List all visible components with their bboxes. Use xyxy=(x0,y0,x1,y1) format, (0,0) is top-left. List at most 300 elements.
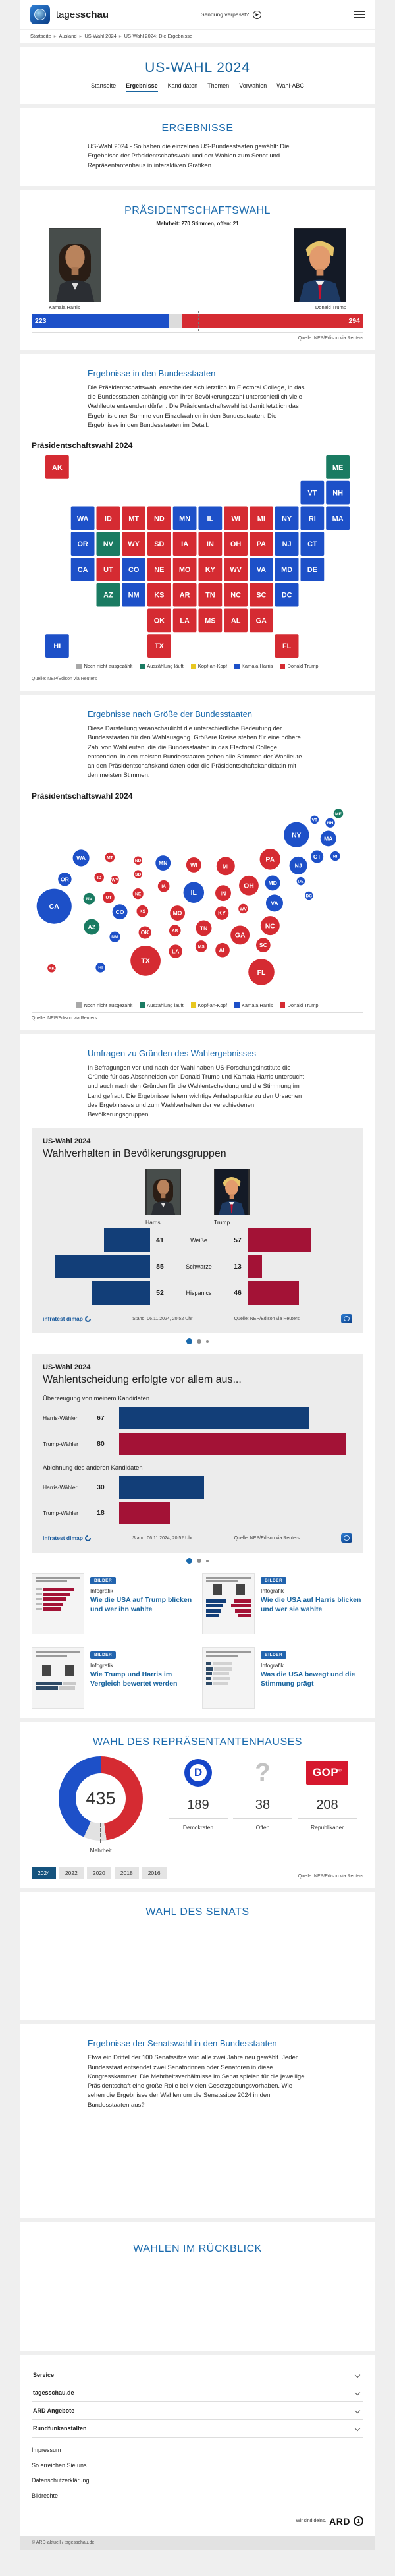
svg-text:MN: MN xyxy=(159,859,168,867)
svg-text:NJ: NJ xyxy=(294,861,302,869)
svg-text:CA: CA xyxy=(49,903,59,911)
senate-states-heading: Ergebnisse der Senatswahl in den Bundesstaaten xyxy=(88,2038,277,2049)
carousel-dot[interactable] xyxy=(206,1560,209,1563)
chevron-down-icon xyxy=(355,2426,360,2431)
state-bubble-MS[interactable] xyxy=(196,940,207,952)
harris-label: Harris xyxy=(145,1219,161,1226)
demographics-row xyxy=(43,1281,352,1305)
legend-item xyxy=(76,663,132,669)
state-bubble-MD[interactable] xyxy=(265,875,280,890)
svg-text:WY: WY xyxy=(128,540,140,549)
state-map-card xyxy=(20,354,375,691)
state-bubble-NJ[interactable] xyxy=(290,856,307,874)
state-bubble-DE[interactable] xyxy=(297,876,305,885)
state-bubble-TN[interactable] xyxy=(196,920,212,936)
footer-link[interactable]: Datenschutzerklärung xyxy=(32,2476,90,2484)
teaser-title-link[interactable]: Was die USA bewegt und die Stimmung prägt xyxy=(261,1671,356,1688)
state-bubble-LA[interactable] xyxy=(169,944,182,958)
legend-item xyxy=(191,1002,227,1008)
svg-text:NJ: NJ xyxy=(282,540,292,549)
legend-item xyxy=(191,663,227,669)
state-ME[interactable] xyxy=(326,455,350,479)
state-OR[interactable] xyxy=(71,532,95,556)
state-WA[interactable] xyxy=(71,506,95,530)
state-SD[interactable] xyxy=(147,532,171,556)
state-MO[interactable] xyxy=(173,558,197,581)
rueckblick-card xyxy=(20,2222,375,2351)
svg-text:MT: MT xyxy=(128,515,140,523)
ergebnisse-text: US-Wahl 2024 - So haben die einzelnen US-Bundesstaaten gewählt: Die Ergebnisse der Präsidentschaftswahl und der Wahlen zum Senat und Repräsentantenhaus in interaktiven Grafiken. xyxy=(88,143,290,169)
harris-photo-small xyxy=(145,1169,181,1215)
state-bubble-KS[interactable] xyxy=(136,905,148,917)
infratest-dimap-logo: infratest dimap xyxy=(43,1535,91,1541)
ard-logo-icon xyxy=(341,1314,352,1323)
state-bubble-OR[interactable] xyxy=(58,873,71,886)
state-FL[interactable] xyxy=(275,634,299,658)
demographics-chart-card xyxy=(32,1128,363,1333)
svg-text:ID: ID xyxy=(104,515,112,523)
state-ID[interactable] xyxy=(97,506,120,530)
carousel-dot[interactable] xyxy=(197,1559,201,1563)
carousel-dot-active[interactable] xyxy=(186,1558,192,1564)
decision-group-label: Ablehnung des anderen Kandidaten xyxy=(43,1464,143,1472)
state-NJ[interactable] xyxy=(275,532,299,556)
carousel-dots[interactable] xyxy=(32,1338,363,1344)
harris-value: 52 xyxy=(156,1289,164,1298)
stat-democrats xyxy=(169,1756,228,1831)
year-selector xyxy=(32,1867,167,1879)
state-bubble-WI[interactable] xyxy=(186,857,201,872)
state-AL[interactable] xyxy=(224,608,248,632)
trump-label: Trump xyxy=(214,1219,230,1226)
hero-tabs xyxy=(32,82,363,95)
teaser-thumbnail[interactable] xyxy=(32,1647,84,1709)
menu-icon[interactable] xyxy=(354,11,365,18)
trump-value: 46 xyxy=(234,1289,242,1298)
footer-link[interactable]: So erreichen Sie uns xyxy=(32,2461,87,2469)
legend-label: Auszählung läuft xyxy=(147,663,184,669)
year-button-2020[interactable]: 2020 xyxy=(87,1867,111,1879)
state-CO[interactable] xyxy=(122,558,145,581)
svg-text:IN: IN xyxy=(206,540,214,549)
voter-group-label: Trump-Wähler xyxy=(43,1510,78,1517)
source-note: Quelle: NEP/Edison via Reuters xyxy=(234,1316,300,1321)
state-bubble-IA[interactable] xyxy=(158,880,170,892)
decision-row xyxy=(43,1476,352,1499)
svg-text:NM: NM xyxy=(111,934,118,940)
tab-wahl-abc[interactable]: Wahl-ABC xyxy=(276,82,304,89)
ard-logo-icon xyxy=(341,1533,352,1543)
teaser-thumbnail[interactable] xyxy=(32,1573,84,1634)
svg-text:KY: KY xyxy=(205,565,215,574)
ergebnisse-title: ERGEBNISSE xyxy=(161,123,234,134)
svg-text:RI: RI xyxy=(332,853,338,859)
footer-accordion-tagesschaude[interactable] xyxy=(32,2384,363,2401)
svg-text:MD: MD xyxy=(281,565,293,574)
state-IN[interactable] xyxy=(198,532,222,556)
state-NY[interactable] xyxy=(275,506,299,530)
state-HI[interactable] xyxy=(45,634,69,658)
svg-text:DE: DE xyxy=(298,879,304,884)
ard-claim: Wir sind deins. xyxy=(296,2519,327,2524)
year-button-2018[interactable]: 2018 xyxy=(115,1867,139,1879)
state-bubble-NY[interactable] xyxy=(284,822,309,847)
chevron-down-icon xyxy=(355,2390,360,2395)
svg-text:WV: WV xyxy=(230,565,242,574)
state-MA[interactable] xyxy=(326,506,350,530)
state-bubble-AZ[interactable] xyxy=(84,919,99,934)
svg-text:OH: OH xyxy=(230,540,242,549)
source-note: Quelle: NEP/Edison via Reuters xyxy=(32,1016,97,1021)
state-VT[interactable] xyxy=(300,481,324,505)
year-button-2024[interactable]: 2024 xyxy=(32,1867,56,1879)
state-RI[interactable] xyxy=(300,506,324,530)
state-MI[interactable] xyxy=(250,506,273,530)
breadcrumb-separator: ▸ xyxy=(53,33,57,39)
state-bubble-MA[interactable] xyxy=(321,830,336,846)
svg-text:CT: CT xyxy=(313,853,321,860)
state-bubble-CO[interactable] xyxy=(113,904,128,919)
bilder-badge: BILDER xyxy=(261,1577,286,1584)
legend-label: Donald Trump xyxy=(287,663,319,669)
svg-text:VT: VT xyxy=(307,489,317,498)
state-NE[interactable] xyxy=(147,558,171,581)
state-bubble-DC[interactable] xyxy=(305,891,313,900)
map-legend xyxy=(32,1002,363,1008)
democrats-logo-icon: D xyxy=(184,1759,212,1787)
footer-link[interactable]: Bildrechte xyxy=(32,2492,59,2499)
accordion-label: ARD Angebote xyxy=(33,2407,75,2414)
state-bubble-ND[interactable] xyxy=(134,856,142,865)
electoral-votes-bar xyxy=(32,314,363,328)
state-bubble-VT[interactable] xyxy=(311,815,319,824)
state-bubble-CA[interactable] xyxy=(37,888,72,923)
bilder-badge: BILDER xyxy=(90,1577,116,1584)
tile-map-svg[interactable] xyxy=(45,455,350,658)
state-bubble-AL[interactable] xyxy=(215,942,230,957)
voter-group-label: Harris-Wähler xyxy=(43,1484,78,1491)
harris-bar xyxy=(55,1255,151,1278)
trump-bar xyxy=(119,1433,346,1455)
state-bubble-OK[interactable] xyxy=(139,926,151,938)
state-PA[interactable] xyxy=(250,532,273,556)
state-bubble-NM[interactable] xyxy=(109,931,120,942)
svg-text:PA: PA xyxy=(265,856,275,864)
open-label: Offen xyxy=(255,1824,270,1831)
state-bubble-WA[interactable] xyxy=(73,849,90,866)
svg-text:FL: FL xyxy=(282,643,292,651)
state-MN[interactable] xyxy=(173,506,197,530)
tab-kandidaten[interactable]: Kandidaten xyxy=(167,82,198,89)
svg-text:AL: AL xyxy=(230,617,241,625)
state-NH[interactable] xyxy=(326,481,350,505)
state-MD[interactable] xyxy=(275,558,299,581)
state-bubble-RI[interactable] xyxy=(330,851,340,860)
state-AZ[interactable] xyxy=(97,583,120,607)
house-title: WAHL DES REPRÄSENTANTENHAUSES xyxy=(93,1736,302,1748)
state-bubble-UT[interactable] xyxy=(103,891,115,903)
tab-vorwahlen[interactable]: Vorwahlen xyxy=(239,82,267,89)
state-GA[interactable] xyxy=(250,608,273,632)
accordion-label: Service xyxy=(33,2371,55,2378)
state-bubble-NC[interactable] xyxy=(261,916,280,935)
svg-text:KS: KS xyxy=(154,591,165,600)
bilder-badge: BILDER xyxy=(261,1651,286,1659)
svg-text:CO: CO xyxy=(115,908,124,915)
infratest-dimap-logo: infratest dimap xyxy=(43,1315,91,1322)
carousel-dot-active[interactable] xyxy=(186,1338,192,1344)
state-SC[interactable] xyxy=(250,583,273,607)
svg-text:MT: MT xyxy=(107,855,113,860)
state-bubble-GA[interactable] xyxy=(230,925,250,944)
svg-text:UT: UT xyxy=(103,565,113,574)
state-NC[interactable] xyxy=(224,583,248,607)
majority-marker xyxy=(198,311,199,331)
carousel-dot[interactable] xyxy=(206,1340,209,1344)
umfragen-text: In Befragungen vor und nach der Wahl haben US-Forschungsinstitute die Gründe für das Abschneiden von Donald Trump und Kamala Harris untersucht und auch nach den Gründen für die Wahlentscheidung und die Stimmung im Land gefragt. Die Ergebnisse liefern wichtige Anhaltspunkte zu den Ursachen des Ergebnisses und zum Wahlverhalten der verschiedenen Bevölkerungsgruppen. xyxy=(88,1064,304,1119)
svg-text:ME: ME xyxy=(334,811,342,816)
state-bubble-WV[interactable] xyxy=(238,903,248,913)
decision-groups xyxy=(43,1395,352,1524)
legend-item xyxy=(140,1002,183,1008)
accordion-label: Rundfunkanstalten xyxy=(33,2424,87,2432)
legend-item xyxy=(76,1002,132,1008)
state-bubble-KY[interactable] xyxy=(215,906,228,919)
open-question-icon: ? xyxy=(255,1759,271,1787)
legend-swatch xyxy=(234,1002,240,1008)
demographics-row xyxy=(43,1255,352,1278)
svg-text:AZ: AZ xyxy=(88,923,95,930)
tab-themen[interactable]: Themen xyxy=(207,82,230,89)
breadcrumb-item[interactable]: Startseite xyxy=(30,33,51,39)
state-bubble-SC[interactable] xyxy=(256,938,271,952)
legend-swatch xyxy=(191,664,196,669)
svg-text:MN: MN xyxy=(179,515,191,523)
chart-title: Wahlverhalten in Bevölkerungsgruppen xyxy=(43,1148,226,1160)
play-icon[interactable]: ▶ xyxy=(253,11,261,19)
state-CA[interactable] xyxy=(71,558,95,581)
year-button-2022[interactable]: 2022 xyxy=(59,1867,84,1879)
state-bubble-FL[interactable] xyxy=(248,959,275,985)
state-DC[interactable] xyxy=(275,583,299,607)
state-KY[interactable] xyxy=(198,558,222,581)
trump-bar-segment xyxy=(182,314,363,328)
state-WI[interactable] xyxy=(224,506,248,530)
teaser-kicker: Infografik xyxy=(261,1588,284,1595)
state-KS[interactable] xyxy=(147,583,171,607)
svg-text:NH: NH xyxy=(327,820,334,826)
teaser-kicker: Infografik xyxy=(90,1662,113,1669)
svg-text:NV: NV xyxy=(103,540,113,549)
carousel-dot[interactable] xyxy=(197,1339,201,1344)
state-bubble-MO[interactable] xyxy=(170,905,185,921)
teaser-title-link[interactable]: Wie die USA auf Trump blicken und wer ihn wählte xyxy=(90,1596,192,1613)
legend-swatch xyxy=(280,664,285,669)
infografik-teasers xyxy=(32,1573,363,1709)
svg-text:ID: ID xyxy=(97,875,102,880)
legend-label: Kopf-an-Kopf xyxy=(198,1002,227,1008)
trump-photo-small xyxy=(214,1169,250,1215)
senate-map-placeholder xyxy=(32,2110,363,2209)
svg-text:NV: NV xyxy=(86,896,93,902)
state-CT[interactable] xyxy=(300,532,324,556)
state-OK[interactable] xyxy=(147,608,171,632)
breadcrumb-item[interactable]: US-Wahl 2024 xyxy=(84,33,117,39)
state-ND[interactable] xyxy=(147,506,171,530)
state-bubble-SD[interactable] xyxy=(134,870,142,878)
state-AK[interactable] xyxy=(45,455,69,479)
state-NM[interactable] xyxy=(122,583,145,607)
state-bubble-MI[interactable] xyxy=(217,857,235,875)
state-bubble-TX[interactable] xyxy=(130,946,161,976)
trump-value: 13 xyxy=(234,1263,242,1271)
source-note: Quelle: NEP/Edison via Reuters xyxy=(298,1874,363,1879)
footer-accordion-service[interactable] xyxy=(32,2366,363,2384)
state-MT[interactable] xyxy=(122,506,145,530)
voter-group-label: Trump-Wähler xyxy=(43,1441,78,1448)
decision-group xyxy=(43,1395,352,1455)
teaser-thumbnail[interactable] xyxy=(202,1647,255,1709)
footer-accordion-rundfunkanstalten[interactable] xyxy=(32,2419,363,2438)
bubble-map-svg[interactable] xyxy=(32,806,363,994)
svg-text:ND: ND xyxy=(153,515,165,523)
house-total: 435 xyxy=(86,1788,116,1808)
teaser-thumbnail[interactable] xyxy=(202,1573,255,1634)
stat-republicans xyxy=(298,1756,357,1831)
tagesschau-logo-icon[interactable] xyxy=(30,5,50,24)
voter-group-label: Harris-Wähler xyxy=(43,1415,78,1422)
state-bubble-HI[interactable] xyxy=(95,963,105,972)
candidate-trump xyxy=(294,228,346,310)
state-bubble-PA[interactable] xyxy=(260,849,281,870)
svg-text:NM: NM xyxy=(128,591,140,600)
svg-text:CT: CT xyxy=(307,540,317,549)
svg-text:IA: IA xyxy=(181,540,189,549)
state-MS[interactable] xyxy=(198,608,222,632)
svg-text:TX: TX xyxy=(154,643,164,651)
svg-text:WV: WV xyxy=(240,906,247,911)
footer-link[interactable]: Impressum xyxy=(32,2446,61,2453)
teaser-kicker: Infografik xyxy=(90,1588,113,1595)
majority-label: Mehrheit xyxy=(90,1847,112,1854)
majority-note: Mehrheit: 270 Stimmen, offen: 21 xyxy=(156,220,239,227)
group-label: Hispanics xyxy=(186,1290,212,1297)
state-bubble-CT[interactable] xyxy=(311,850,323,863)
trump-value: 57 xyxy=(234,1236,242,1245)
footer-accordion-ardangebote[interactable] xyxy=(32,2401,363,2419)
tab-ergebnisse[interactable]: Ergebnisse xyxy=(126,82,158,92)
trump-votes: 294 xyxy=(348,316,360,325)
legend-label: Donald Trump xyxy=(287,1002,319,1008)
year-button-2016[interactable]: 2016 xyxy=(142,1867,167,1879)
harris-bar xyxy=(119,1407,309,1429)
state-WY[interactable] xyxy=(122,532,145,556)
state-bubble-ME[interactable] xyxy=(334,809,343,818)
legend-label: Kamala Harris xyxy=(241,1002,273,1008)
legend-swatch xyxy=(140,664,145,669)
svg-text:ME: ME xyxy=(332,463,344,472)
state-VA[interactable] xyxy=(250,558,273,581)
state-bubble-IL[interactable] xyxy=(184,882,205,903)
hero-card xyxy=(20,47,375,104)
state-LA[interactable] xyxy=(173,608,197,632)
state-bubble-ID[interactable] xyxy=(94,873,103,882)
state-bubble-OH[interactable] xyxy=(239,875,259,895)
state-TN[interactable] xyxy=(198,583,222,607)
stat-open xyxy=(233,1756,292,1831)
state-IL[interactable] xyxy=(198,506,222,530)
legend-item xyxy=(234,1002,273,1008)
harris-bar xyxy=(92,1281,150,1305)
breadcrumb-item[interactable]: US-Wahl 2024: Die Ergebnisse xyxy=(124,33,193,39)
open-seats: 38 xyxy=(233,1792,292,1819)
teaser-item xyxy=(32,1647,193,1709)
svg-text:TX: TX xyxy=(141,958,150,965)
svg-text:GA: GA xyxy=(234,932,246,940)
teaser-title-link[interactable]: Wie Trump und Harris im Vergleich bewertet werden xyxy=(90,1671,178,1688)
state-IA[interactable] xyxy=(173,532,197,556)
teaser-title-link[interactable]: Wie die USA auf Harris blicken und wer sie wählte xyxy=(261,1596,361,1613)
house-donut-block xyxy=(38,1756,163,1854)
chevron-down-icon xyxy=(355,2372,360,2378)
svg-text:MO: MO xyxy=(172,909,182,917)
rueckblick-placeholder xyxy=(32,2263,363,2342)
svg-text:MS: MS xyxy=(205,617,216,625)
state-bubble-AK[interactable] xyxy=(47,964,56,973)
value-label: 80 xyxy=(97,1440,105,1448)
state-OH[interactable] xyxy=(224,532,248,556)
chart-kicker: US-Wahl 2024 xyxy=(43,1137,91,1146)
house-donut-chart xyxy=(59,1756,143,1841)
state-WV[interactable] xyxy=(224,558,248,581)
state-bubble-NE[interactable] xyxy=(133,888,144,899)
state-NV[interactable] xyxy=(97,532,120,556)
brand-wordmark[interactable]: tagesschau xyxy=(56,9,109,20)
state-DE[interactable] xyxy=(300,558,324,581)
state-bubble-IN[interactable] xyxy=(215,885,231,901)
state-bubble-MT[interactable] xyxy=(105,852,115,861)
state-bubble-VA[interactable] xyxy=(266,894,283,911)
state-AR[interactable] xyxy=(173,583,197,607)
state-TX[interactable] xyxy=(147,634,171,658)
republicans-seats: 208 xyxy=(298,1792,357,1819)
svg-text:WA: WA xyxy=(76,515,89,523)
legend-item xyxy=(280,663,318,669)
sendung-verpasst-link[interactable]: Sendung verpasst? xyxy=(200,11,250,18)
open-bar-segment xyxy=(169,314,182,328)
carousel-dots[interactable] xyxy=(32,1558,363,1564)
source-note: Quelle: NEP/Edison via Reuters xyxy=(32,677,97,681)
teaser-body xyxy=(261,1573,363,1634)
senate-chart-placeholder xyxy=(32,1926,363,2011)
svg-text:AL: AL xyxy=(219,946,226,954)
electoral-tile-map xyxy=(32,455,363,658)
decision-row xyxy=(43,1502,352,1524)
state-bubble-NH[interactable] xyxy=(325,818,334,827)
state-bubble-WY[interactable] xyxy=(111,875,119,884)
state-UT[interactable] xyxy=(97,558,120,581)
stand-note: Stand: 06.11.2024, 20:52 Uhr xyxy=(132,1316,193,1321)
state-bubble-AR[interactable] xyxy=(169,925,181,936)
svg-text:OR: OR xyxy=(60,875,69,882)
state-bubble-MN[interactable] xyxy=(155,855,171,871)
trump-bar xyxy=(248,1228,311,1252)
praesident-title: PRÄSIDENTSCHAFTSWAHL xyxy=(124,204,271,216)
state-bubble-NV[interactable] xyxy=(84,892,95,904)
value-label: 30 xyxy=(97,1483,105,1492)
tab-startseite[interactable]: Startseite xyxy=(91,82,117,89)
breadcrumb-item[interactable]: Ausland xyxy=(59,33,77,39)
